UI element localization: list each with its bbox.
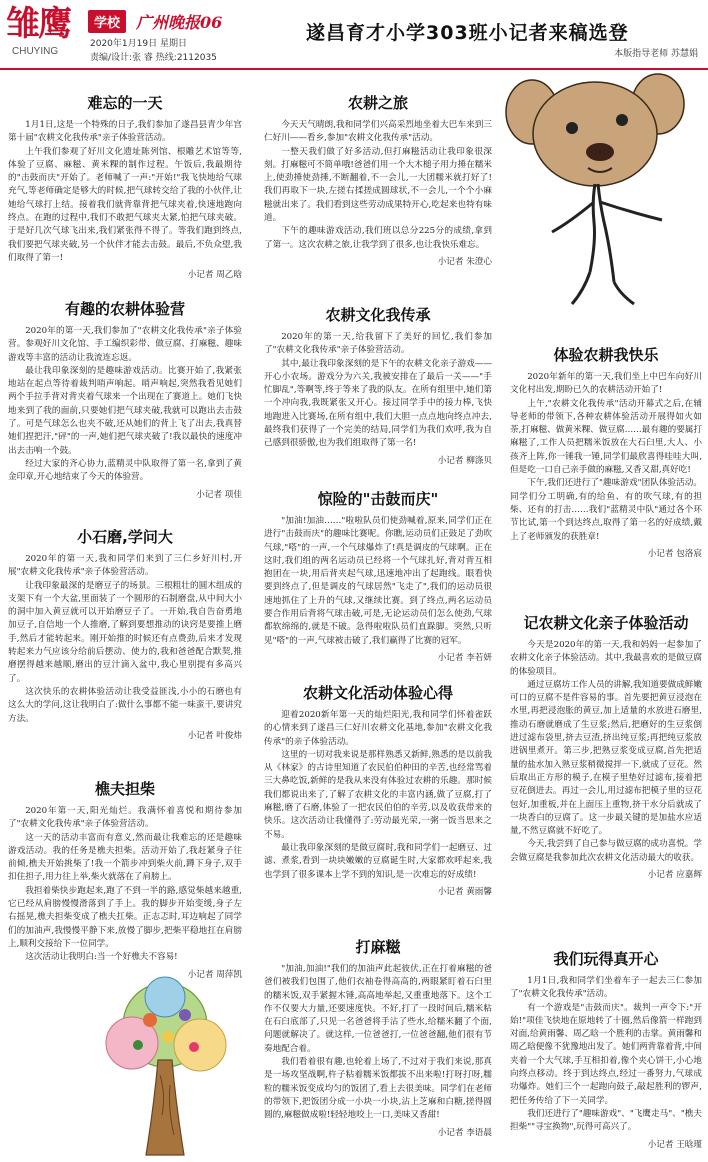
article-body: [264, 119, 492, 252]
article-body: [8, 805, 242, 965]
article-tofu-making: [510, 612, 702, 922]
article-body: [264, 515, 492, 648]
article-body: [264, 331, 492, 451]
article-farming-trip: [264, 92, 492, 290]
paragraph: 一整天我们做了好多活动,但打麻糍活动让我印象很深刻。打麻糍可不简单哦!爸爸们用一个大木槌子用力捶在糯米上,使劲捶使劲捶,不断翻着,不一会儿,一大团糯米就打好了!我们再取下一块,左搓右揉搓成圆球状,不一会儿,一个个小麻糍就出来了。我们看到这些劳动成果特开心,吃起来也特有味道。: [264, 146, 492, 224]
paragraph: 我担着柴快步跑起来,跑了不到一半的路,感觉柴越来越重,它已经从肩膀慢慢滑落到了手上。我的脚步开始变缓,身子左右摇晃,樵夫担柴变成了樵夫扛柴。正志忑时,耳边响起了同学们的加油声,我慢慢平静下来,放慢了脚步,把柴平稳地扛在肩膀上,顺利交接给下一位同学。: [8, 885, 242, 949]
article-body: [510, 371, 702, 544]
paragraph: 我们看着很有趣,也轮着上场了,不过对于我们来说,那真是一场攻坚战啊,杵子粘着糯米饭都拔不出来啦!打呀打呀,糯粒的糯米饭变成均匀的饭团了,看上去很美味。同学们在老师的带领下,把饭团分成一小块一小块,沾上芝麻和白糖,搓得圆圆的,麻糍做成啦!轻轻地咬上一口,美味又香甜!: [264, 1057, 492, 1121]
article-experience-notes: [264, 682, 492, 912]
byline: 小记者 应嘉辉: [647, 870, 702, 881]
article-body: [264, 963, 492, 1123]
paragraph: "加油!加油……"啦啦队员们使劲喊着,原来,同学们正在进行"击鼓而庆"的趣味比赛呢。你瞧,运动员们正鼓足了劲吹气球,"嗒"的一声,一个气球爆炸了!真是调皮的气球啊。正在这时,我们组的两名运动员已经将一个气球扎好,背对背互相抱团在一块,用后背夹起气球,迅速地冲出了起跑线。眼看快要到终点了,但是调皮的气球居然"飞走了",我们的运动员很速地抓住了上升的气球,又继续比赛。到了终点,两名运动员要合作用后背将气球击破,可是,无论运动员们怎么使劲,气球都软绵绵的,就是不破。急得啦啦队员们直跺脚。突然,只听见"嗒"的一声,气球被击破了,我们赢得了比赛的冠军。: [264, 516, 492, 646]
paragraph: 最让我印象深刻的是趣味游戏活动。比赛开始了,我紧张地站在起点等待着裁判哨声响起。哨声响起,突然我看见她们两个手拉手背对背夹着气球来一个出现在了赛道上。她们飞快地来到了我的面前,只要她们把气球夹破,我就可以跑出去击鼓了。可是气球怎么也夹不破,还从她们的背上飞了出去,我真替她们捏把汗,"砰"的一声,她们把气球夹破了!我以最快的速度冲出去击响一个鼓。: [8, 365, 242, 456]
article-title: 记农耕文化亲子体验活动: [523, 614, 689, 632]
byline: 小记者 周乙晗: [187, 270, 242, 281]
paragraph: 有一个游戏是"击鼓而庆"。裁判一声令下:"开始!"项佳飞快地在原地转了十圈,然后像箭一样跑到对面,给黄雨馨、周乙晗一个胜利的击掌。黄雨馨和周乙晗便像不犹豫地出发了。她们两背靠着背,中间夹着一个大气球,手互相扣着,像个夹心饼干,小心地向终点移动。终于到达终点,经过一番努力,气球成功爆炸。她们三个一起跑向鼓子,敲起胜利的锣声,把任务传给了下一关同学。: [510, 1002, 702, 1106]
logo-english: CHUYING: [12, 46, 59, 57]
paragraph: 迎着2020新年第一天的灿烂阳光,我和同学们怀着雀跃的心情来到了遂昌三仁好川农耕文化基地,参加"农耕文化我传承"的亲子体验活动。: [264, 710, 492, 747]
paragraph: 今天,我尝到了自己参与做豆腐的成功喜悦。学会做豆腐是我参加此次农耕文化活动最大的收获。: [510, 839, 702, 863]
article-title: 小石磨,学问大: [77, 528, 173, 546]
paragraph: 2020年第一天,阳光灿烂。我满怀着喜悦和期待参加了"农耕文化我传承"亲子体验营活动。: [8, 806, 242, 830]
article-title: 樵夫担柴: [94, 780, 155, 798]
paragraph: 1月1日,这是一个特殊的日子,我们参加了遂昌县青少年宫第十届"农耕文化我传承"亲子体验营活动。: [8, 120, 242, 144]
article-body: [510, 975, 702, 1135]
article-stone-mill: [8, 526, 242, 748]
byline: 小记者 包洛宸: [647, 548, 702, 559]
chuying-logo: [6, 6, 84, 62]
tree-trunk: [146, 1060, 184, 1155]
paragraph: 我们还进行了"趣味游戏"、"飞鹰走马"、"樵夫担柴""寻宝换物",玩得可高兴了。: [510, 1108, 702, 1133]
paragraph: 2020年的第一天,我和同学们来到了三仁乡好川村,开展"农耕文化我传承"亲子体验营活动。: [8, 554, 242, 578]
header-divider: [0, 68, 708, 70]
paragraph: 让我印象最深的是磨豆子的场景。三根粗壮的圆木组成的支架下有一个大盆,里面装了一个圆形的石制磨盘,从中间大小的洞中加入黄豆就可以开始磨豆子了。一开始,我自告奋勇地加豆子,自信地一个人推磨,了解到要想推动的诀窍是要推上磨手,然后才能转起来。刚开始推的时候还有点费劲,后来才发现转起来力气应该分给前后摆动、使力的,我和爸爸配合默契,推磨摆得越来越顺,磨出的豆汁滴入盆中,我心里别提有多高兴了。: [8, 580, 242, 684]
paper-name: 广州晚报06: [136, 13, 223, 32]
tree-illustration: [90, 965, 240, 1160]
tree-canopy: [106, 977, 226, 1071]
paragraph: 这里的一切对我来说是那样熟悉又新鲜,熟悉的是以前我从《林家》的古诗里知道了农民伯伯种田的辛苦,也经常骂着三大鼻吃饭,新鲜的是我从来没有体验过农耕的乐趣。那时候我们都说出来了,了解了农耕文化的丰富内涵,做了豆腐,打了麻糍,磨了石磨,体验了一把农民伯伯的辛劳,以及收获带来的快乐。这次活动让我懂得了:劳动最光荣,一粥一饭当思来之不易。: [264, 749, 492, 840]
article-drum-game: [264, 488, 492, 664]
paragraph: 下午的趣味游戏活动,我们班以总分225分的成绩,拿到了第一。这次农耕之旅,让我学到了很多,也让我快乐难忘。: [264, 226, 492, 250]
paragraph: 1月1日,我和同学们坐着车子一起去三仁参加了"农耕文化我传承"活动。: [510, 976, 702, 1000]
paragraph: 其中,最让我印象深刻的是下午的农耕文化亲子游戏——开心小农场。游戏分为六关,我被安排在了最后一关——"手忙脚乱",等啊等,终于等来了我的队友。在所有组里中,她们第一个冲向我,我既紧张又开心。接过同学手中的接力棒,飞快地跑进入比赛场,在所有组中,我们大胆一点点地向终点冲去,最终我们获得了一个完美的结局,同学们为我们欢呼,我为自己感到很骄傲,也为我们组取得了第一名!: [264, 358, 492, 449]
paragraph: 这次活动让我明白:当一个好樵夫不容易!: [25, 952, 178, 963]
article-body: [8, 325, 242, 485]
paragraph: 这一天的活动丰富而有意义,然而最让我难忘的还是趣味游戏活动。我的任务是樵夫担柴。活动开始了,我赶紧身子往前倾,樵夫开始挑柴了!我一个箭步冲到柴火前,蹲下身子,双手扣住担子,用力往上举,柴火就落在了肩膀上。: [8, 832, 242, 883]
guide-teacher: 本版指导老师 苏慧娟: [614, 49, 698, 59]
byline: 小记者 柳涤贝: [437, 455, 492, 466]
article-body: [510, 639, 702, 865]
puppy-illustration: [500, 72, 700, 312]
article-title: 我们玩得真开心: [553, 950, 659, 968]
article-title: 体验农耕我快乐: [553, 346, 659, 364]
article-culture-heritage: [264, 304, 492, 466]
article-body: [264, 709, 492, 882]
paragraph: 今天是2020年的第一天,我和妈妈一起参加了农耕文化亲子体验活动。其中,我最喜欢的是做豆腐的体验项目。: [510, 640, 702, 677]
paragraph: 2020年的第一天,给我留下了美好的回忆,我们参加了"农耕文化我传承"亲子体验营活动。: [264, 332, 492, 356]
page-header: [0, 0, 708, 66]
article-mochi: [264, 936, 492, 1160]
byline: 小记者 李若妍: [437, 652, 492, 663]
paragraph: 2020年的第一天,我们参加了"农耕文化我传承"亲子体验营。参观好川文化馆、手工编织彩带、做豆腐、打麻糍、趣味游戏等丰富的活动让我流连忘返。: [8, 326, 242, 363]
paragraph: 这次快乐的农耕体验活动让我受益匪浅,小小的石磨也有这么大的学问,这让我明白了:做什么事都不能一味蛮干,要讲究方法。: [8, 686, 242, 724]
byline: 小记者 王晗瑾: [647, 1139, 702, 1150]
article-happy-farming: [510, 344, 702, 590]
paragraph: 经过大家的齐心协力,蓝精灵中队取得了第一名,拿到了黄金印章,开心地结束了今天的体验营。: [8, 458, 242, 483]
byline: 小记者 叶俊炜: [187, 730, 242, 741]
article-body: [8, 553, 242, 726]
article-title: 惊险的"击鼓而庆": [317, 490, 439, 508]
paragraph: 今天天气晴朗,我和同学们兴高采烈地坐着大巴车来到三仁好川——看乡,参加"农耕文化我传承"活动。: [264, 120, 492, 144]
issue-date: 2020年1月19日 星期日: [90, 39, 187, 49]
article-fun-games: [510, 948, 702, 1160]
article-woodcutter: [8, 778, 242, 980]
byline: 小记者 朱澄心: [437, 256, 492, 267]
editor-line: 责编/设计:张 睿 热线:2112035: [90, 53, 217, 63]
article-body: [8, 119, 242, 265]
article-title: 农耕文化我传承: [325, 306, 431, 324]
article-farm-camp: [8, 298, 242, 510]
paragraph: 上午我们参观了好川文化遗址陈列馆、根雕艺术馆等等,体验了豆腐、麻糍、黄米粿的制作过程。午饭后,我最期待的"击鼓而庆"开始了。老师喊了一声:"开始!"我飞快地给气球充气,等老师确定是够大的时候,把气球转交给了我的小伙伴,让她给气球打上结。接着我们就背靠背把气球夹着,快速地跑向终点。在跑的过程中,我们不敢把气球夹太紧,怕把气球夹破。于是好几次气球飞出来,我们紧张得不得了。等我们跑到终点,我们要把气球夹破,另一个伙伴才能去击鼓。最后,不负众望,我们取得了第一!: [8, 146, 242, 263]
paragraph: "加油,加油!"我们的加油声此起彼伏,正在打着麻糍的爸爸们被我们包围了,他们衣袖卷得高高的,两眼紧盯着石臼里的糯米饭,双手紧握木锤,高高地举起,又重重地落下。这个工作不仅要大力量,还要速度快。不好,打了一段时间后,糯米粘在石臼底部了,只见一名爸爸将手沾了些水,给糯米翻了个面,问题就解决了。就这样,一位爸爸打,一位爸爸翻,他们很有节奏地配合着。: [264, 964, 492, 1054]
byline: 小记者 黄雨馨: [437, 886, 492, 897]
byline: 小记者 项佳: [196, 489, 242, 500]
article-title: 打麻糍: [355, 938, 401, 956]
paragraph: 下午,我们还进行了"趣味游戏"团队体验活动。同学们分工明确,有的给鱼、有的吹气球,有的担柴、还有的打击……我们"蓝精灵中队"通过各个环节比试,第一个到达终点,取得了第一名的好成绩,戴上了老师颁发的获胜章!: [510, 478, 702, 542]
article-title: 农耕之旅: [347, 94, 408, 112]
byline: 小记者 李语晨: [437, 1127, 492, 1138]
article-title: 难忘的一天: [87, 94, 163, 112]
puppy-body: [552, 184, 662, 304]
paragraph: 2020年新年的第一天,我们坐上中巴车向好川文化村出发,期盼已久的农耕活动开始了!: [510, 372, 702, 396]
byline: 小记者 周萍凯: [187, 969, 242, 980]
article-title: 农耕文化活动体验心得: [302, 684, 453, 702]
paragraph: 最让我印象深刻的是做豆腐时,我和同学们一起磨豆、过滤、煮浆,看到一块块嫩嫩的豆腐诞生时,大家都欢呼起来,我也学到了很多课本上学不到的知识,是一次难忘的好成绩!: [264, 842, 492, 880]
paragraph: 通过豆腐坊工作人员的讲解,我知道要做成鲜嫩可口的豆腐不是件容易的事。首先要把黄豆浸泡在水里,再把浸泡胀的黄豆,加上适量的水放进石磨里,推动石磨就磨成了生豆浆;然后,把磨好的生豆浆倒进过滤布袋里,挤去豆渣,挤出纯豆浆;再把纯豆浆放进锅里煮开。第三步,把熟豆浆变成豆腐,首先把适量的盐水加入熟豆浆稍微搅拌一下,就成了豆花。然后取出正方形的模子,在模子里垫好过滤布,接着把豆花倒进去。再过一会儿,用过滤布把模子里的豆花包好,加重板,并在上面压上重物,挤干水分后就成了一块香白的豆腐了。这一步最关键的是加盐水应适量,不然豆腐就不好吃了。: [510, 679, 702, 837]
article-title: 有趣的农耕体验营: [64, 300, 185, 318]
paragraph: 上午,"农耕文化我传承"活动开幕式之后,在辅导老师的带领下,各种农耕体验活动开展得如火如荼,打麻糍、做黄米粿、做豆腐……最有趣的要属打麻糍了,工作人员把糯米饭放在大石臼里,大人、小孩齐上阵,你一锤我一锤,同学们最欣喜得哇哇大叫,但是吃一口自己亲手做的麻糍,又香又甜,真好吃!: [510, 398, 702, 476]
puppy-head: [506, 74, 684, 186]
article-memorable-day: [8, 92, 242, 294]
page-title: 遂昌育才小学303班小记者来稿选登: [306, 22, 629, 44]
section-tag: 学校: [88, 10, 126, 33]
logo-text: 雏鹰: [6, 4, 70, 44]
